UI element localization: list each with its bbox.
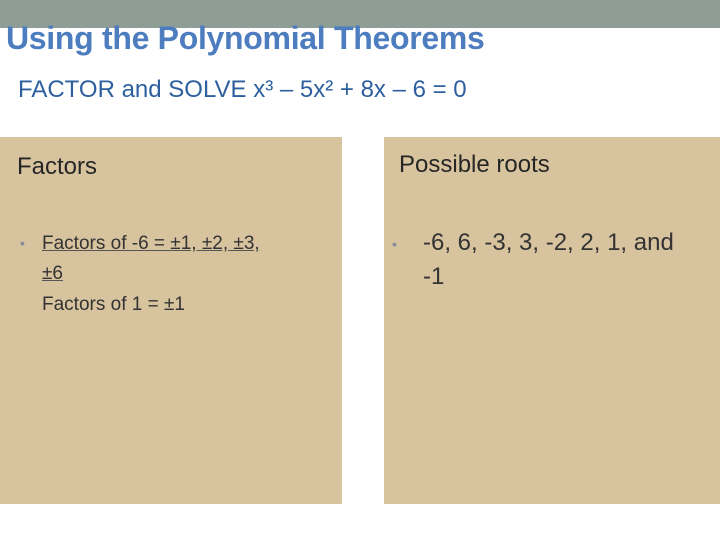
bullet-dot-icon: •	[20, 235, 25, 251]
factors-line-3: Factors of 1 = ±1	[42, 294, 185, 315]
slide-subtitle: FACTOR and SOLVE x³ – 5x² + 8x – 6 = 0	[18, 76, 467, 103]
roots-line-1: -6, 6, -3, 3, -2, 2, 1, and	[423, 229, 674, 256]
possible-roots-heading: Possible roots	[399, 151, 550, 178]
factors-heading: Factors	[17, 153, 98, 180]
possible-roots-panel	[384, 137, 720, 504]
factors-line-1: Factors of -6 = ±1, ±2, ±3,	[42, 233, 260, 254]
slide-title: Using the Polynomial Theorems	[6, 20, 485, 56]
bullet-dot-icon: •	[392, 236, 397, 252]
roots-line-2: -1	[423, 263, 445, 290]
factors-panel	[0, 137, 342, 504]
factors-line-2: ±6	[42, 263, 63, 284]
